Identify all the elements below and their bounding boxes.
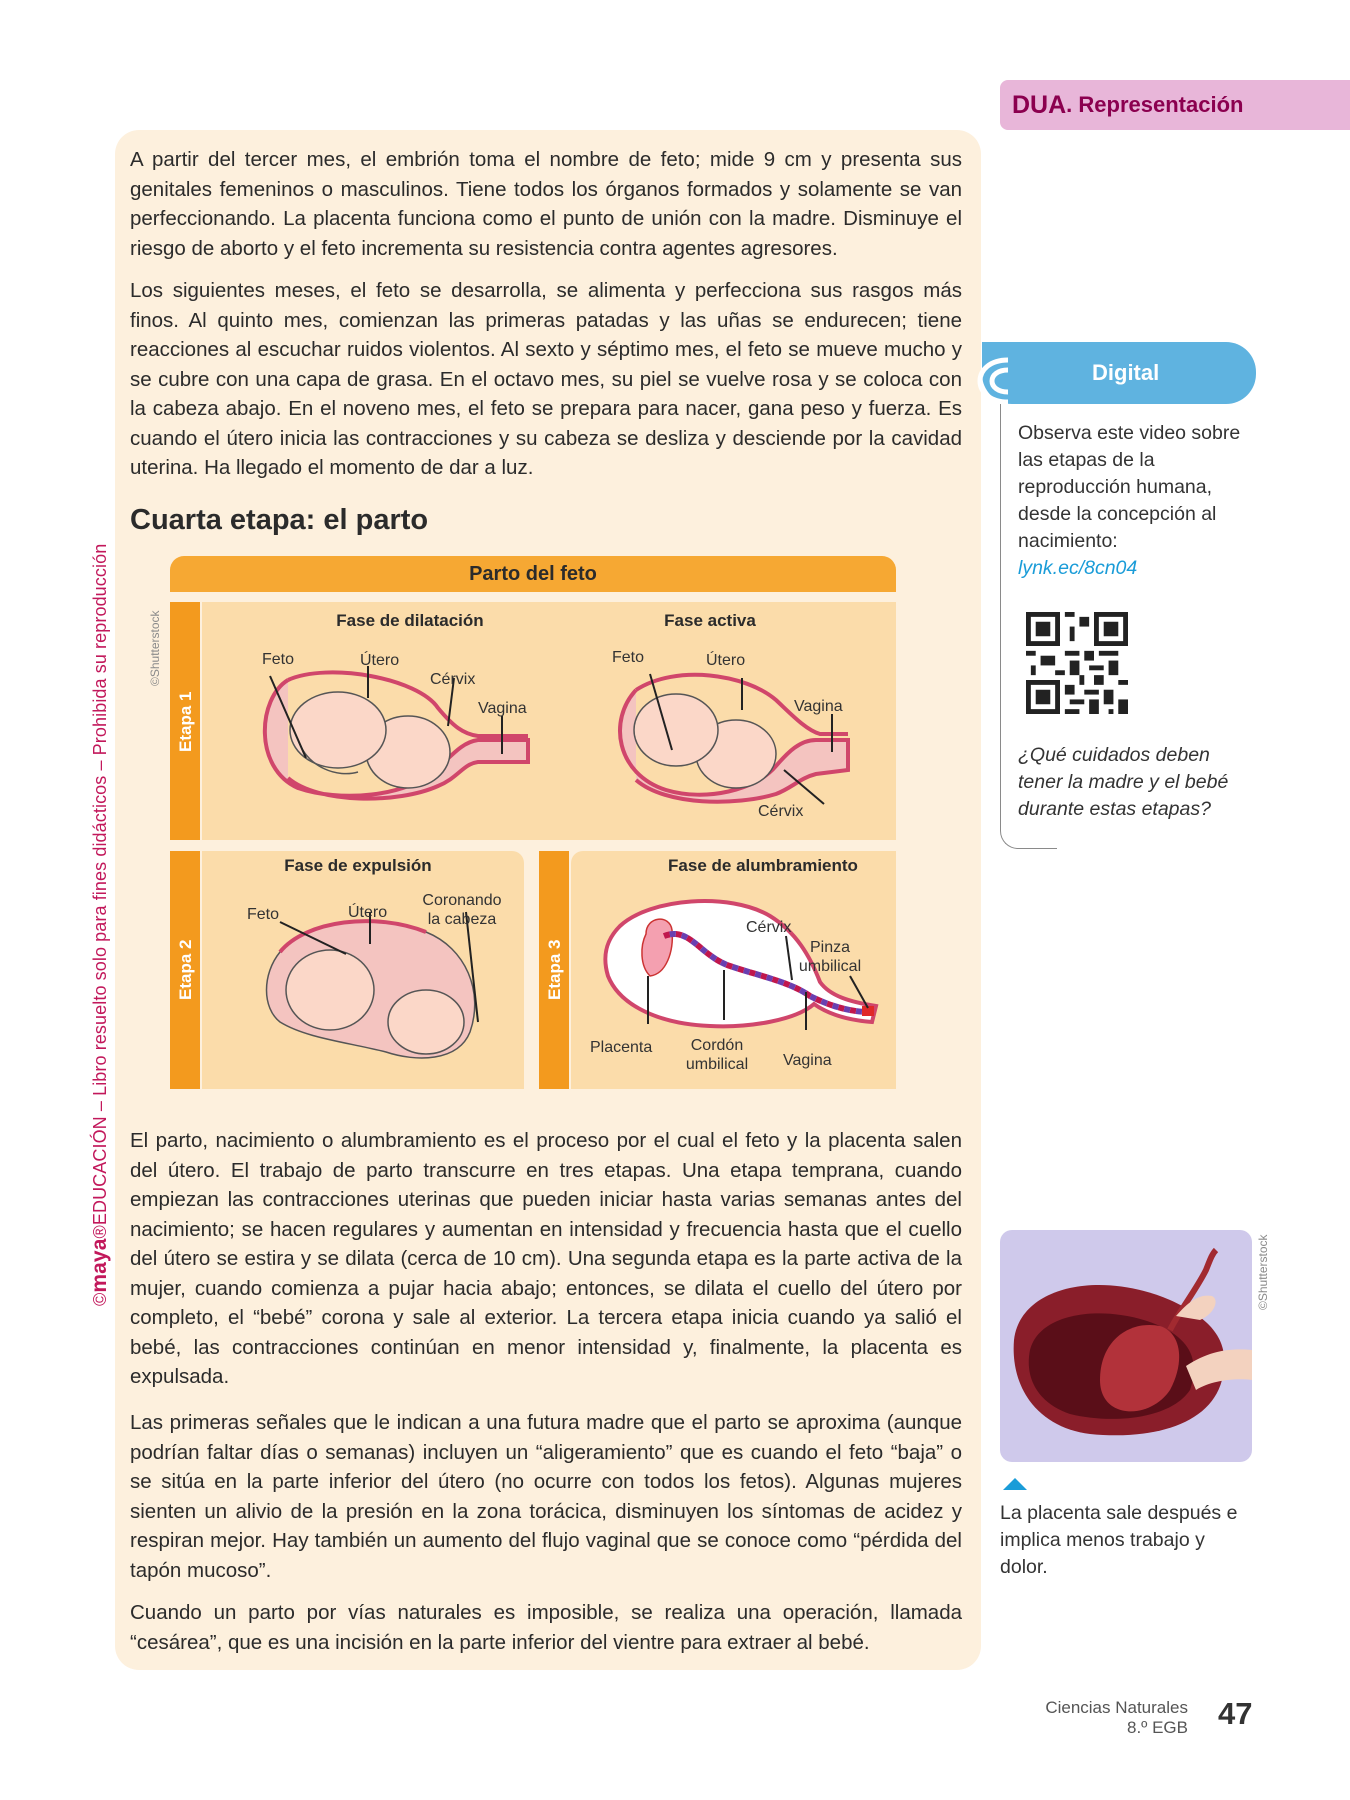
stage-3-label: Etapa 3	[545, 939, 564, 1000]
phase-dilatation-title: Fase de dilatación	[336, 611, 484, 630]
label-utero-1: Útero	[360, 652, 400, 669]
label-feto-1: Feto	[262, 651, 295, 668]
label-utero-2: Útero	[706, 652, 746, 669]
paragraph-intro: A partir del tercer mes, el embrión toma el nombre de feto; mide 9 cm y presenta sus genitales femeninos o masculinos. Tiene todos los órganos formados y solamente se van perfeccionando. La placenta funciona como el punto de unión con la madre. Disminuye el riesgo de aborto y el feto incrementa su resistencia contra agentes agresores.	[130, 148, 962, 260]
dua-label: . Representación	[1066, 92, 1244, 117]
paragraph-months: Los siguientes meses, el feto se desarrolla, se alimenta y perfecciona sus rasgos más finos. Al quinto mes, comienzan las primeras patadas y las uñas se endurecen; tiene reacciones al escuchar ruidos violentos. Al sexto y séptimo mes, el feto se mueve mucho y se cubre con una capa de grasa. En el octavo mes, su piel se vuelve rosa y se coloca con la cabeza abajo. En el noveno mes, el feto se prepara para nacer, gana peso y fuerza. Es cuando el útero inicia las contracciones y su cabeza se desliza y desciende por la cavidad uterina. Ha llegado el momento de dar a luz.	[130, 279, 962, 479]
digital-question: ¿Qué cuidados deben tener la madre y el bebé durante estas etapas?	[1018, 744, 1229, 820]
label-cordon	[680, 1036, 754, 1074]
label-feto-2: Feto	[612, 649, 645, 666]
label-pinza	[790, 938, 870, 976]
page-number: 47	[1218, 1696, 1253, 1731]
label-cervix-2: Cérvix	[758, 803, 804, 820]
label-coronando-line1: Coronando	[422, 892, 502, 909]
label-coronando-line2: la cabeza	[427, 911, 497, 928]
footer-subject-name: Ciencias Naturales	[1045, 1698, 1188, 1717]
label-feto-3: Feto	[247, 906, 280, 923]
label-placenta: Placenta	[590, 1039, 653, 1056]
label-vagina-1: Vagina	[478, 700, 527, 717]
photo-caption: La placenta sale después e implica menos trabajo y dolor.	[1000, 1502, 1238, 1578]
digital-link-icon	[976, 356, 1026, 406]
digital-text	[1018, 420, 1258, 582]
paragraph-parto: El parto, nacimiento o alumbramiento es el proceso por el cual el feto y la placenta salen del útero. El trabajo de parto transcurre en tres etapas. Una etapa temprana, cuando empiezan las contracciones uterinas que pueden iniciar hasta varias semanas antes del nacimiento; se hacen regulares y aumentan en intensidad y frecuencia hasta que el cuello del útero se estira y se dilata (cerca de 10 cm). Una segunda etapa es la parte activa de la mujer, cuando comienza a pujar hacia abajo; entonces, se dilata el cuello del útero por completo, el “bebé” corona y sale al exterior. La tercera etapa inicia cuando ya salió el bebé, las contracciones continúan en menor intensidad y, finalmente, la placenta es expulsada.	[130, 1129, 962, 1388]
copyright-symbol: ©	[90, 1292, 110, 1306]
figure-credit: ©Shutterstock	[148, 610, 162, 686]
dua-tab	[1000, 80, 1350, 130]
photo-credit: ©Shutterstock	[1256, 1234, 1270, 1310]
active-phase-illustration	[616, 670, 856, 800]
paragraph-cesarea: Cuando un parto por vías naturales es imposible, se realiza una operación, llamada “cesárea”, que es una incisión en la parte inferior del vientre para extraer al bebé.	[130, 1601, 962, 1654]
stage-2-label: Etapa 2	[176, 939, 195, 1000]
brand-logo-text: maya	[88, 1238, 111, 1293]
label-cervix-3: Cérvix	[746, 919, 792, 936]
label-pinza-line1: Pinza	[809, 939, 851, 956]
label-cervix-1: Cérvix	[430, 671, 476, 688]
figure-title: Parto del feto	[170, 556, 896, 592]
registered-mark: ®	[90, 1225, 110, 1239]
label-coronando	[412, 891, 512, 929]
label-pinza-line2: umbilical	[798, 958, 862, 975]
paragraph-senales: Las primeras señales que le indican a una futura madre que el parto se aproxima (aunque podrían faltar días o semanas) incluyen un “aligeramiento” que es cuando el feto “baja” o se sitúa en la parte inferior del útero (no ocurre con todos los fetos). Algunas mujeres sienten un alivio de la presión en la zona torácica, disminuyen los síntomas de acidez y respiran mejor. Hay también un aumento del flujo vaginal que se conoce como “pérdida del tapón mucoso”.	[130, 1411, 962, 1582]
expulsion-illustration	[266, 912, 486, 1064]
digital-tab-label: Digital	[1092, 360, 1160, 385]
dua-prefix: DUA	[1012, 90, 1067, 119]
placenta-image	[1000, 1230, 1252, 1462]
digital-link[interactable]: lynk.ec/8cn04	[1018, 557, 1138, 579]
qr-code-icon[interactable]	[1026, 612, 1128, 714]
dilatation-illustration	[258, 668, 534, 798]
footer-grade: 8.º EGB	[1126, 1718, 1188, 1737]
label-vagina-2: Vagina	[794, 698, 843, 715]
section-title: Cuarta etapa: el parto	[130, 504, 429, 536]
phase-alumbramiento-title: Fase de alumbramiento	[668, 856, 858, 875]
sidebar-copyright	[88, 446, 112, 1306]
label-cordon-line2: umbilical	[685, 1056, 749, 1073]
phase-active-title: Fase activa	[664, 611, 756, 630]
digital-description: Observa este video sobre las etapas de la reproducción humana, desde la concepción al nacimiento:	[1018, 422, 1241, 552]
copyright-text: EDUCACIÓN – Libro resuelto solo para fines didácticos – Prohibida su reproducción	[90, 543, 110, 1226]
footer-subject	[1012, 1698, 1188, 1738]
placenta-photo	[1000, 1230, 1252, 1462]
label-utero-3: Útero	[348, 904, 388, 921]
caption-triangle-icon	[1003, 1478, 1027, 1490]
label-vagina-3: Vagina	[783, 1052, 832, 1069]
phase-expulsion-title: Fase de expulsión	[284, 856, 432, 875]
stage-1-label: Etapa 1	[176, 691, 195, 752]
label-cordon-line1: Cordón	[690, 1037, 744, 1054]
